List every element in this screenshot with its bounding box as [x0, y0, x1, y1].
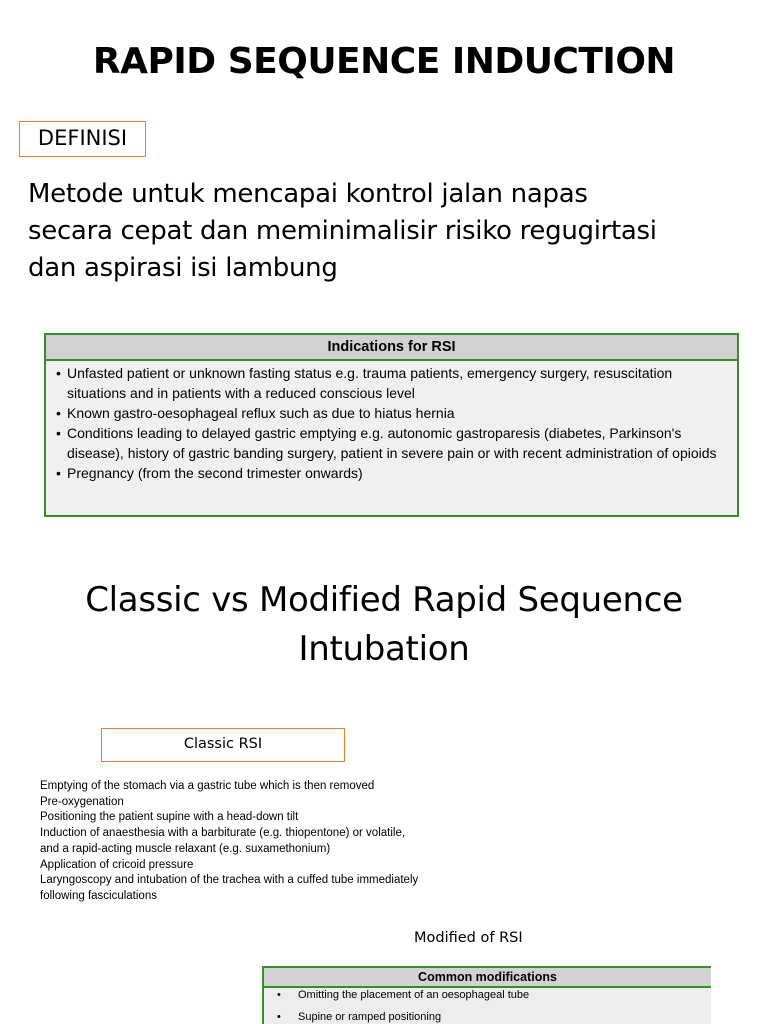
modifications-table — [262, 966, 711, 1024]
indications-table-header: Indications for RSI — [46, 335, 737, 361]
classic-step-line: following fasciculations — [40, 889, 157, 902]
indications-table — [44, 333, 739, 517]
modified-rsi-label: Modified of RSI — [414, 930, 523, 946]
definition-label: DEFINISI — [19, 121, 146, 157]
classic-step-line: Positioning the patient supine with a head-down tilt — [40, 811, 299, 824]
indication-item: • Conditions leading to delayed gastric emptying e.g. autonomic gastroparesis (diabetes, Parkinson's disease), history of gastric banding surgery, patient in severe pain or with recent administration of opioids — [56, 423, 729, 463]
modifications-table-header: Common modifications — [264, 968, 711, 988]
indication-item: • Pregnancy (from the second trimester onwards) — [56, 463, 729, 483]
classic-step-line: Pre-oxygenation — [40, 795, 124, 808]
indication-item: • Known gastro-oesophageal reflux such as due to hiatus hernia — [56, 403, 729, 423]
indications-list — [46, 361, 737, 483]
classic-step-line: Application of cricoid pressure — [40, 858, 194, 871]
classic-step-line: Induction of anaesthesia with a barbiturate (e.g. thiopentone) or volatile, — [40, 827, 406, 840]
section-title: Classic vs Modified Rapid Sequence Intubation — [85, 580, 683, 669]
classic-step-line: Laryngoscopy and intubation of the trachea with a cuffed tube immediately — [40, 874, 419, 887]
page-title: RAPID SEQUENCE INDUCTION — [92, 41, 676, 82]
definition-line: secara cepat dan meminimalisir risiko regugirtasi — [28, 216, 657, 246]
modification-item: • Omitting the placement of an oesophageal tube — [277, 988, 711, 1002]
indication-item: • Unfasted patient or unknown fasting status e.g. trauma patients, emergency surgery, resuscitation situations and in patients with a reduced conscious level — [56, 363, 729, 403]
classic-step-line: Emptying of the stomach via a gastric tube which is then removed — [40, 780, 375, 792]
modification-item: • Supine or ramped positioning — [277, 1010, 711, 1024]
classic-rsi-label: Classic RSI — [101, 728, 345, 762]
definition-line: Metode untuk mencapai kontrol jalan napas — [28, 179, 588, 209]
definition-line: dan aspirasi isi lambung — [28, 253, 338, 283]
classic-rsi-steps — [40, 779, 510, 905]
classic-step-line: and a rapid-acting muscle relaxant (e.g. suxamethonium) — [40, 842, 331, 855]
modifications-list — [264, 988, 711, 1024]
definition-text — [28, 176, 748, 287]
